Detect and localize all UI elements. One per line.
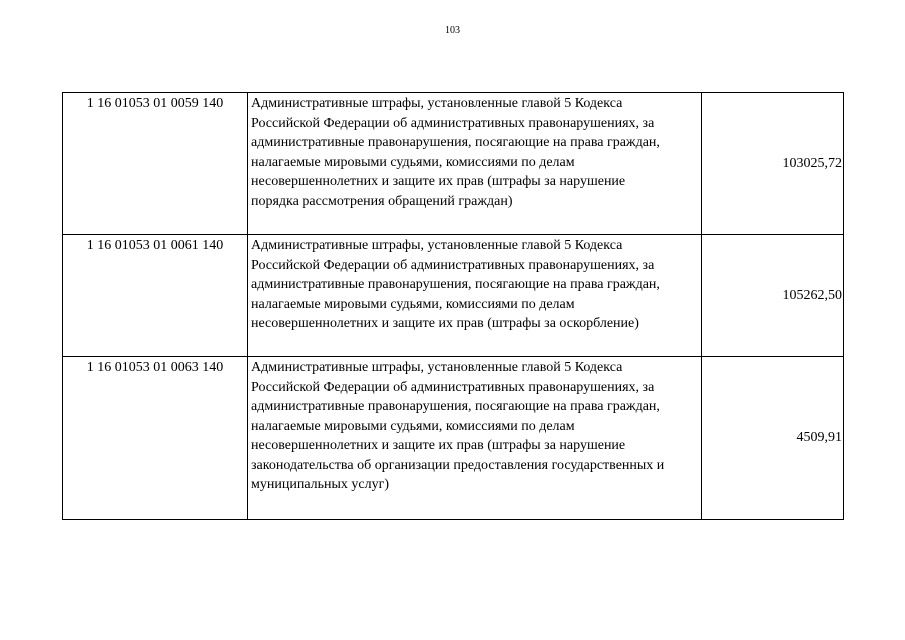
table-row: [63, 93, 844, 235]
description-line: налагаемые мировыми судьями, комиссиями по делам: [251, 418, 575, 434]
description-line: административные правонарушения, посягающие на права граждан,: [251, 399, 660, 414]
description-line: Российской Федерации об административных правонарушениях, за: [251, 379, 655, 395]
description-line: Административные штрафы, установленные главой 5 Кодекса: [251, 360, 623, 375]
budget-code-cell: 1 16 01053 01 0059 140: [63, 93, 248, 235]
budget-code-cell: 1 16 01053 01 0061 140: [63, 235, 248, 357]
description-line: Российской Федерации об административных правонарушениях, за: [251, 115, 655, 131]
description-line: законодательства об организации предоставления государственных и: [251, 457, 665, 473]
budget-code-cell: 1 16 01053 01 0063 140: [63, 357, 248, 520]
description-line: несовершеннолетних и защите их прав (штрафы за нарушение: [251, 438, 626, 453]
description-line: налагаемые мировыми судьями, комиссиями по делам: [251, 154, 575, 170]
description-line: Административные штрафы, установленные главой 5 Кодекса: [251, 96, 623, 111]
description-line: административные правонарушения, посягающие на права граждан,: [251, 135, 660, 150]
description-line: несовершеннолетних и защите их прав (штрафы за нарушение: [251, 174, 626, 189]
amount-cell: 4509,91: [702, 357, 844, 520]
description-line: Административные штрафы, установленные главой 5 Кодекса: [251, 238, 623, 253]
description-cell: [248, 357, 702, 520]
description-line: Российской Федерации об административных правонарушениях, за: [251, 257, 655, 273]
description-line: муниципальных услуг): [251, 477, 390, 492]
description-cell: [248, 93, 702, 235]
revenue-table: [62, 92, 844, 520]
description-line: несовершеннолетних и защите их прав (штрафы за оскорбление): [251, 316, 639, 331]
amount-cell: 103025,72: [702, 93, 844, 235]
description-cell: [248, 235, 702, 357]
description-line: налагаемые мировыми судьями, комиссиями по делам: [251, 296, 575, 312]
description-line: административные правонарушения, посягающие на права граждан,: [251, 277, 660, 292]
table-row: [63, 357, 844, 520]
table-row: [63, 235, 844, 357]
description-line: порядка рассмотрения обращений граждан): [251, 193, 513, 209]
amount-cell: 105262,50: [702, 235, 844, 357]
page-number: 103: [445, 25, 460, 36]
